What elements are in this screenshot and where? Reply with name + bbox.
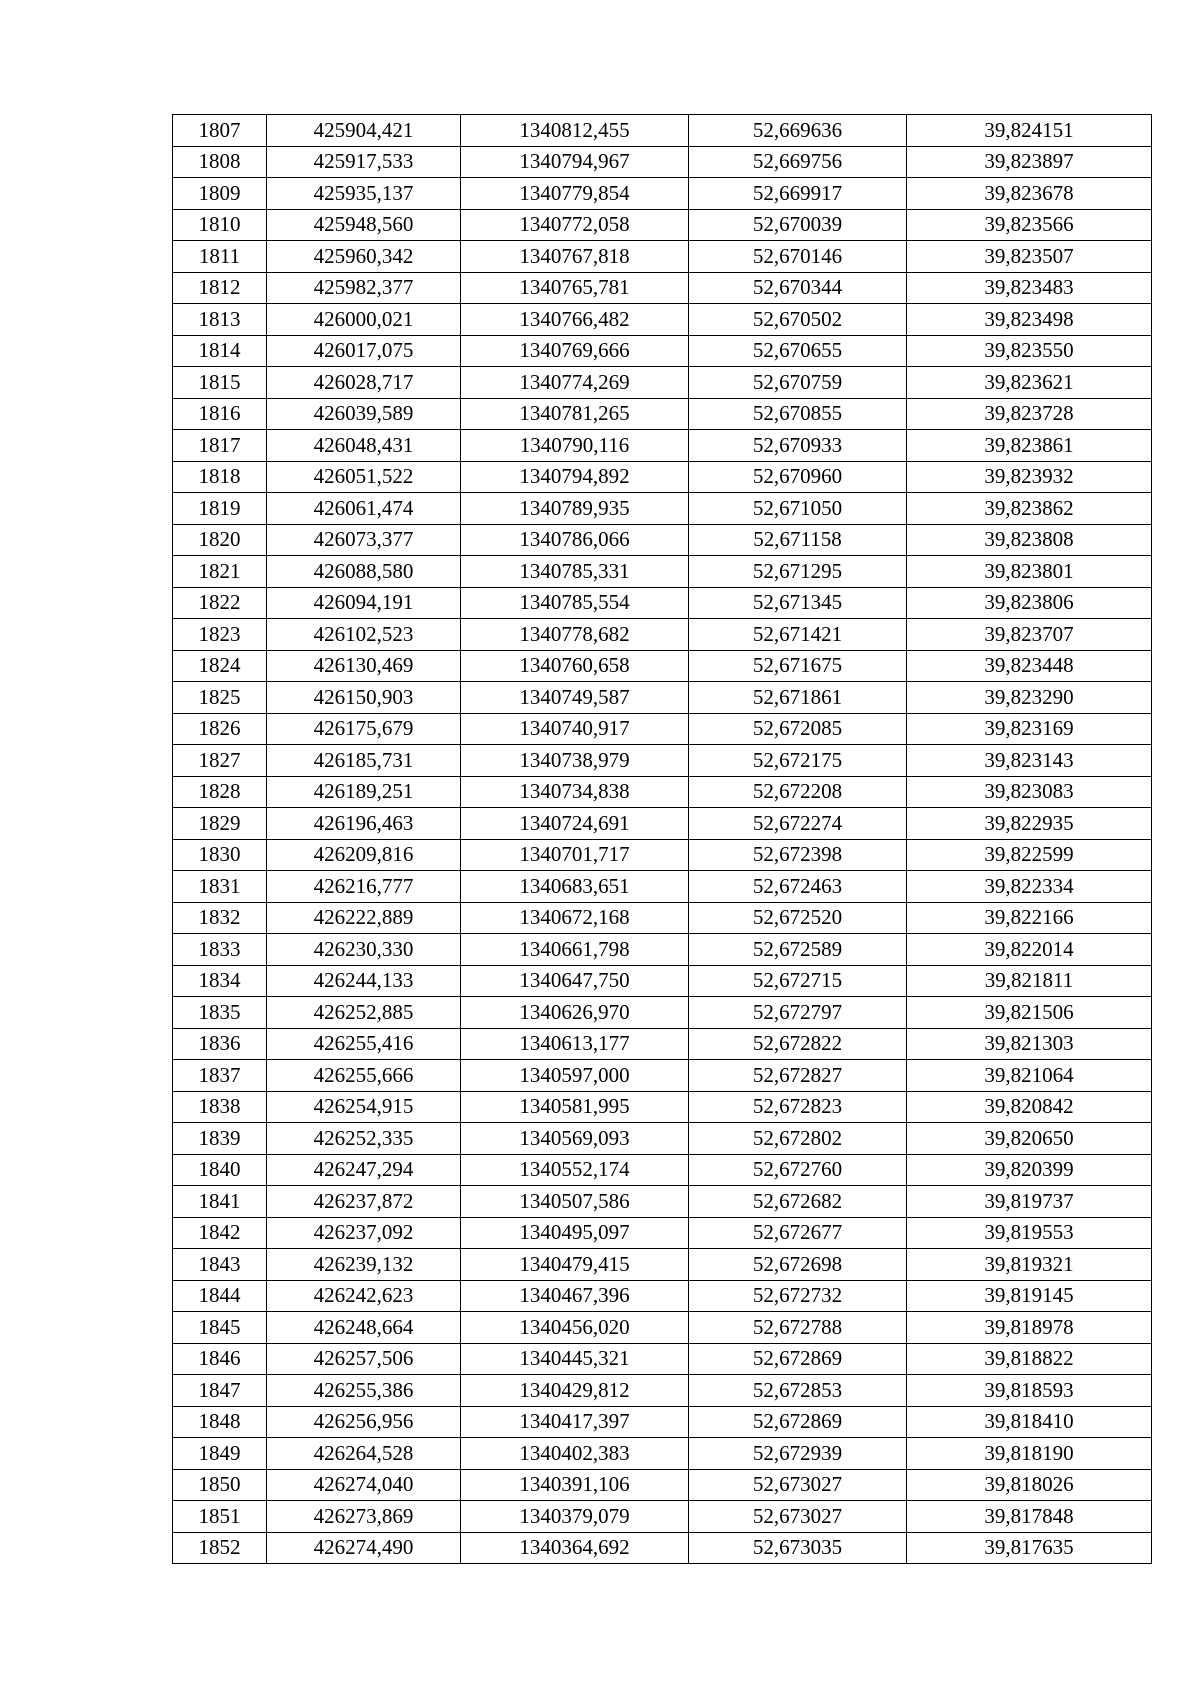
table-row <box>173 1343 1152 1375</box>
table-row <box>173 1312 1152 1344</box>
latitude-cell: 52,672085 <box>689 713 907 745</box>
x-coordinate-cell: 426088,580 <box>267 556 461 588</box>
point-number-cell: 1838 <box>173 1091 267 1123</box>
longitude-cell: 39,823498 <box>907 304 1152 336</box>
y-coordinate-cell: 1340429,812 <box>461 1375 689 1407</box>
latitude-cell: 52,672463 <box>689 871 907 903</box>
y-coordinate-cell: 1340789,935 <box>461 493 689 525</box>
table-row <box>173 650 1152 682</box>
longitude-cell: 39,823806 <box>907 587 1152 619</box>
y-coordinate-cell: 1340774,269 <box>461 367 689 399</box>
latitude-cell: 52,671861 <box>689 682 907 714</box>
table-row <box>173 461 1152 493</box>
point-number-cell: 1851 <box>173 1501 267 1533</box>
y-coordinate-cell: 1340734,838 <box>461 776 689 808</box>
y-coordinate-cell: 1340781,265 <box>461 398 689 430</box>
y-coordinate-cell: 1340765,781 <box>461 272 689 304</box>
longitude-cell: 39,823728 <box>907 398 1152 430</box>
latitude-cell: 52,672869 <box>689 1406 907 1438</box>
longitude-cell: 39,819553 <box>907 1217 1152 1249</box>
table-row <box>173 1280 1152 1312</box>
longitude-cell: 39,819145 <box>907 1280 1152 1312</box>
x-coordinate-cell: 426237,092 <box>267 1217 461 1249</box>
x-coordinate-cell: 426239,132 <box>267 1249 461 1281</box>
y-coordinate-cell: 1340456,020 <box>461 1312 689 1344</box>
latitude-cell: 52,672760 <box>689 1154 907 1186</box>
latitude-cell: 52,671675 <box>689 650 907 682</box>
x-coordinate-cell: 426247,294 <box>267 1154 461 1186</box>
point-number-cell: 1807 <box>173 115 267 147</box>
point-number-cell: 1849 <box>173 1438 267 1470</box>
table-row <box>173 1406 1152 1438</box>
point-number-cell: 1836 <box>173 1028 267 1060</box>
table-row <box>173 1217 1152 1249</box>
latitude-cell: 52,670855 <box>689 398 907 430</box>
y-coordinate-cell: 1340772,058 <box>461 209 689 241</box>
x-coordinate-cell: 426255,666 <box>267 1060 461 1092</box>
table-row <box>173 1249 1152 1281</box>
latitude-cell: 52,670039 <box>689 209 907 241</box>
x-coordinate-cell: 426264,528 <box>267 1438 461 1470</box>
y-coordinate-cell: 1340779,854 <box>461 178 689 210</box>
point-number-cell: 1842 <box>173 1217 267 1249</box>
y-coordinate-cell: 1340364,692 <box>461 1532 689 1564</box>
latitude-cell: 52,670655 <box>689 335 907 367</box>
point-number-cell: 1810 <box>173 209 267 241</box>
x-coordinate-cell: 426252,885 <box>267 997 461 1029</box>
y-coordinate-cell: 1340740,917 <box>461 713 689 745</box>
table-row <box>173 682 1152 714</box>
x-coordinate-cell: 426252,335 <box>267 1123 461 1155</box>
point-number-cell: 1827 <box>173 745 267 777</box>
y-coordinate-cell: 1340794,892 <box>461 461 689 493</box>
latitude-cell: 52,669756 <box>689 146 907 178</box>
x-coordinate-cell: 425982,377 <box>267 272 461 304</box>
point-number-cell: 1822 <box>173 587 267 619</box>
longitude-cell: 39,822014 <box>907 934 1152 966</box>
y-coordinate-cell: 1340786,066 <box>461 524 689 556</box>
y-coordinate-cell: 1340683,651 <box>461 871 689 903</box>
y-coordinate-cell: 1340417,397 <box>461 1406 689 1438</box>
point-number-cell: 1845 <box>173 1312 267 1344</box>
point-number-cell: 1809 <box>173 178 267 210</box>
longitude-cell: 39,818026 <box>907 1469 1152 1501</box>
longitude-cell: 39,821811 <box>907 965 1152 997</box>
latitude-cell: 52,672398 <box>689 839 907 871</box>
x-coordinate-cell: 426256,956 <box>267 1406 461 1438</box>
point-number-cell: 1839 <box>173 1123 267 1155</box>
longitude-cell: 39,820399 <box>907 1154 1152 1186</box>
latitude-cell: 52,672208 <box>689 776 907 808</box>
point-number-cell: 1819 <box>173 493 267 525</box>
longitude-cell: 39,822599 <box>907 839 1152 871</box>
latitude-cell: 52,672853 <box>689 1375 907 1407</box>
longitude-cell: 39,823448 <box>907 650 1152 682</box>
point-number-cell: 1840 <box>173 1154 267 1186</box>
y-coordinate-cell: 1340647,750 <box>461 965 689 997</box>
table-row <box>173 430 1152 462</box>
x-coordinate-cell: 426237,872 <box>267 1186 461 1218</box>
x-coordinate-cell: 426000,021 <box>267 304 461 336</box>
latitude-cell: 52,672827 <box>689 1060 907 1092</box>
x-coordinate-cell: 426257,506 <box>267 1343 461 1375</box>
longitude-cell: 39,817848 <box>907 1501 1152 1533</box>
table-row <box>173 335 1152 367</box>
table-row <box>173 808 1152 840</box>
point-number-cell: 1813 <box>173 304 267 336</box>
table-row <box>173 241 1152 273</box>
x-coordinate-cell: 426255,386 <box>267 1375 461 1407</box>
y-coordinate-cell: 1340812,455 <box>461 115 689 147</box>
table-row <box>173 493 1152 525</box>
x-coordinate-cell: 425960,342 <box>267 241 461 273</box>
table-row <box>173 1501 1152 1533</box>
x-coordinate-cell: 426242,623 <box>267 1280 461 1312</box>
y-coordinate-cell: 1340701,717 <box>461 839 689 871</box>
latitude-cell: 52,670960 <box>689 461 907 493</box>
longitude-cell: 39,823801 <box>907 556 1152 588</box>
longitude-cell: 39,821506 <box>907 997 1152 1029</box>
point-number-cell: 1841 <box>173 1186 267 1218</box>
table-row <box>173 997 1152 1029</box>
longitude-cell: 39,820842 <box>907 1091 1152 1123</box>
x-coordinate-cell: 426073,377 <box>267 524 461 556</box>
x-coordinate-cell: 426248,664 <box>267 1312 461 1344</box>
y-coordinate-cell: 1340613,177 <box>461 1028 689 1060</box>
latitude-cell: 52,670146 <box>689 241 907 273</box>
longitude-cell: 39,818410 <box>907 1406 1152 1438</box>
latitude-cell: 52,670502 <box>689 304 907 336</box>
latitude-cell: 52,673027 <box>689 1501 907 1533</box>
y-coordinate-cell: 1340794,967 <box>461 146 689 178</box>
table-row <box>173 1375 1152 1407</box>
point-number-cell: 1844 <box>173 1280 267 1312</box>
longitude-cell: 39,822334 <box>907 871 1152 903</box>
longitude-cell: 39,820650 <box>907 1123 1152 1155</box>
longitude-cell: 39,819737 <box>907 1186 1152 1218</box>
longitude-cell: 39,823290 <box>907 682 1152 714</box>
latitude-cell: 52,671295 <box>689 556 907 588</box>
y-coordinate-cell: 1340552,174 <box>461 1154 689 1186</box>
x-coordinate-cell: 425904,421 <box>267 115 461 147</box>
latitude-cell: 52,671158 <box>689 524 907 556</box>
x-coordinate-cell: 426061,474 <box>267 493 461 525</box>
table-row <box>173 556 1152 588</box>
latitude-cell: 52,672520 <box>689 902 907 934</box>
table-row <box>173 304 1152 336</box>
point-number-cell: 1832 <box>173 902 267 934</box>
x-coordinate-cell: 425917,533 <box>267 146 461 178</box>
longitude-cell: 39,823550 <box>907 335 1152 367</box>
table-row <box>173 1469 1152 1501</box>
y-coordinate-cell: 1340767,818 <box>461 241 689 273</box>
point-number-cell: 1823 <box>173 619 267 651</box>
table-row <box>173 209 1152 241</box>
x-coordinate-cell: 426150,903 <box>267 682 461 714</box>
y-coordinate-cell: 1340724,691 <box>461 808 689 840</box>
table-row <box>173 524 1152 556</box>
x-coordinate-cell: 426102,523 <box>267 619 461 651</box>
table-row <box>173 1091 1152 1123</box>
y-coordinate-cell: 1340479,415 <box>461 1249 689 1281</box>
longitude-cell: 39,823862 <box>907 493 1152 525</box>
x-coordinate-cell: 426094,191 <box>267 587 461 619</box>
y-coordinate-cell: 1340672,168 <box>461 902 689 934</box>
longitude-cell: 39,823932 <box>907 461 1152 493</box>
x-coordinate-cell: 426039,589 <box>267 398 461 430</box>
x-coordinate-cell: 426273,869 <box>267 1501 461 1533</box>
table-row <box>173 1532 1152 1564</box>
y-coordinate-cell: 1340569,093 <box>461 1123 689 1155</box>
point-number-cell: 1850 <box>173 1469 267 1501</box>
y-coordinate-cell: 1340760,658 <box>461 650 689 682</box>
x-coordinate-cell: 426185,731 <box>267 745 461 777</box>
longitude-cell: 39,823507 <box>907 241 1152 273</box>
latitude-cell: 52,671345 <box>689 587 907 619</box>
y-coordinate-cell: 1340391,106 <box>461 1469 689 1501</box>
y-coordinate-cell: 1340749,587 <box>461 682 689 714</box>
longitude-cell: 39,823707 <box>907 619 1152 651</box>
table-row <box>173 1154 1152 1186</box>
latitude-cell: 52,671421 <box>689 619 907 651</box>
y-coordinate-cell: 1340785,554 <box>461 587 689 619</box>
point-number-cell: 1808 <box>173 146 267 178</box>
point-number-cell: 1814 <box>173 335 267 367</box>
point-number-cell: 1818 <box>173 461 267 493</box>
table-row <box>173 398 1152 430</box>
longitude-cell: 39,823169 <box>907 713 1152 745</box>
longitude-cell: 39,823897 <box>907 146 1152 178</box>
y-coordinate-cell: 1340626,970 <box>461 997 689 1029</box>
longitude-cell: 39,821064 <box>907 1060 1152 1092</box>
longitude-cell: 39,823566 <box>907 209 1152 241</box>
point-number-cell: 1831 <box>173 871 267 903</box>
longitude-cell: 39,818190 <box>907 1438 1152 1470</box>
longitude-cell: 39,818593 <box>907 1375 1152 1407</box>
latitude-cell: 52,672802 <box>689 1123 907 1155</box>
y-coordinate-cell: 1340495,097 <box>461 1217 689 1249</box>
x-coordinate-cell: 426244,133 <box>267 965 461 997</box>
point-number-cell: 1824 <box>173 650 267 682</box>
y-coordinate-cell: 1340581,995 <box>461 1091 689 1123</box>
x-coordinate-cell: 426048,431 <box>267 430 461 462</box>
y-coordinate-cell: 1340778,682 <box>461 619 689 651</box>
point-number-cell: 1821 <box>173 556 267 588</box>
coordinates-table-body <box>173 115 1152 1564</box>
latitude-cell: 52,672715 <box>689 965 907 997</box>
table-row <box>173 587 1152 619</box>
point-number-cell: 1837 <box>173 1060 267 1092</box>
y-coordinate-cell: 1340785,331 <box>461 556 689 588</box>
y-coordinate-cell: 1340402,383 <box>461 1438 689 1470</box>
longitude-cell: 39,823083 <box>907 776 1152 808</box>
point-number-cell: 1820 <box>173 524 267 556</box>
latitude-cell: 52,672682 <box>689 1186 907 1218</box>
latitude-cell: 52,671050 <box>689 493 907 525</box>
latitude-cell: 52,672823 <box>689 1091 907 1123</box>
table-row <box>173 713 1152 745</box>
point-number-cell: 1828 <box>173 776 267 808</box>
latitude-cell: 52,673027 <box>689 1469 907 1501</box>
y-coordinate-cell: 1340738,979 <box>461 745 689 777</box>
x-coordinate-cell: 426028,717 <box>267 367 461 399</box>
table-row <box>173 871 1152 903</box>
table-row <box>173 934 1152 966</box>
longitude-cell: 39,817635 <box>907 1532 1152 1564</box>
table-row <box>173 965 1152 997</box>
latitude-cell: 52,672788 <box>689 1312 907 1344</box>
longitude-cell: 39,822935 <box>907 808 1152 840</box>
longitude-cell: 39,818978 <box>907 1312 1152 1344</box>
y-coordinate-cell: 1340790,116 <box>461 430 689 462</box>
x-coordinate-cell: 426017,075 <box>267 335 461 367</box>
latitude-cell: 52,670759 <box>689 367 907 399</box>
longitude-cell: 39,823678 <box>907 178 1152 210</box>
latitude-cell: 52,672797 <box>689 997 907 1029</box>
point-number-cell: 1848 <box>173 1406 267 1438</box>
latitude-cell: 52,669636 <box>689 115 907 147</box>
latitude-cell: 52,673035 <box>689 1532 907 1564</box>
longitude-cell: 39,823143 <box>907 745 1152 777</box>
latitude-cell: 52,672274 <box>689 808 907 840</box>
longitude-cell: 39,819321 <box>907 1249 1152 1281</box>
point-number-cell: 1817 <box>173 430 267 462</box>
latitude-cell: 52,672822 <box>689 1028 907 1060</box>
x-coordinate-cell: 425948,560 <box>267 209 461 241</box>
table-row <box>173 146 1152 178</box>
point-number-cell: 1830 <box>173 839 267 871</box>
point-number-cell: 1812 <box>173 272 267 304</box>
y-coordinate-cell: 1340379,079 <box>461 1501 689 1533</box>
table-row <box>173 1438 1152 1470</box>
table-row <box>173 1123 1152 1155</box>
latitude-cell: 52,670344 <box>689 272 907 304</box>
point-number-cell: 1825 <box>173 682 267 714</box>
longitude-cell: 39,822166 <box>907 902 1152 934</box>
point-number-cell: 1843 <box>173 1249 267 1281</box>
table-row <box>173 776 1152 808</box>
table-row <box>173 1028 1152 1060</box>
x-coordinate-cell: 426196,463 <box>267 808 461 840</box>
x-coordinate-cell: 426189,251 <box>267 776 461 808</box>
longitude-cell: 39,818822 <box>907 1343 1152 1375</box>
point-number-cell: 1847 <box>173 1375 267 1407</box>
longitude-cell: 39,823808 <box>907 524 1152 556</box>
table-row <box>173 272 1152 304</box>
x-coordinate-cell: 426051,522 <box>267 461 461 493</box>
point-number-cell: 1816 <box>173 398 267 430</box>
y-coordinate-cell: 1340661,798 <box>461 934 689 966</box>
point-number-cell: 1835 <box>173 997 267 1029</box>
x-coordinate-cell: 426274,040 <box>267 1469 461 1501</box>
latitude-cell: 52,670933 <box>689 430 907 462</box>
latitude-cell: 52,672939 <box>689 1438 907 1470</box>
point-number-cell: 1826 <box>173 713 267 745</box>
table-row <box>173 178 1152 210</box>
latitude-cell: 52,672589 <box>689 934 907 966</box>
x-coordinate-cell: 426255,416 <box>267 1028 461 1060</box>
x-coordinate-cell: 426230,330 <box>267 934 461 966</box>
latitude-cell: 52,672732 <box>689 1280 907 1312</box>
table-row <box>173 619 1152 651</box>
table-row <box>173 367 1152 399</box>
point-number-cell: 1852 <box>173 1532 267 1564</box>
x-coordinate-cell: 426175,679 <box>267 713 461 745</box>
point-number-cell: 1833 <box>173 934 267 966</box>
latitude-cell: 52,672175 <box>689 745 907 777</box>
x-coordinate-cell: 426254,915 <box>267 1091 461 1123</box>
table-row <box>173 745 1152 777</box>
latitude-cell: 52,672869 <box>689 1343 907 1375</box>
x-coordinate-cell: 426222,889 <box>267 902 461 934</box>
x-coordinate-cell: 425935,137 <box>267 178 461 210</box>
latitude-cell: 52,669917 <box>689 178 907 210</box>
x-coordinate-cell: 426209,816 <box>267 839 461 871</box>
y-coordinate-cell: 1340597,000 <box>461 1060 689 1092</box>
coordinates-table <box>172 114 1152 1564</box>
longitude-cell: 39,823483 <box>907 272 1152 304</box>
latitude-cell: 52,672677 <box>689 1217 907 1249</box>
x-coordinate-cell: 426130,469 <box>267 650 461 682</box>
longitude-cell: 39,823621 <box>907 367 1152 399</box>
latitude-cell: 52,672698 <box>689 1249 907 1281</box>
point-number-cell: 1846 <box>173 1343 267 1375</box>
table-row <box>173 902 1152 934</box>
longitude-cell: 39,821303 <box>907 1028 1152 1060</box>
y-coordinate-cell: 1340445,321 <box>461 1343 689 1375</box>
y-coordinate-cell: 1340769,666 <box>461 335 689 367</box>
longitude-cell: 39,823861 <box>907 430 1152 462</box>
table-row <box>173 1186 1152 1218</box>
point-number-cell: 1829 <box>173 808 267 840</box>
point-number-cell: 1811 <box>173 241 267 273</box>
y-coordinate-cell: 1340507,586 <box>461 1186 689 1218</box>
y-coordinate-cell: 1340467,396 <box>461 1280 689 1312</box>
point-number-cell: 1834 <box>173 965 267 997</box>
longitude-cell: 39,824151 <box>907 115 1152 147</box>
table-row <box>173 1060 1152 1092</box>
point-number-cell: 1815 <box>173 367 267 399</box>
table-row <box>173 115 1152 147</box>
y-coordinate-cell: 1340766,482 <box>461 304 689 336</box>
x-coordinate-cell: 426274,490 <box>267 1532 461 1564</box>
x-coordinate-cell: 426216,777 <box>267 871 461 903</box>
table-row <box>173 839 1152 871</box>
